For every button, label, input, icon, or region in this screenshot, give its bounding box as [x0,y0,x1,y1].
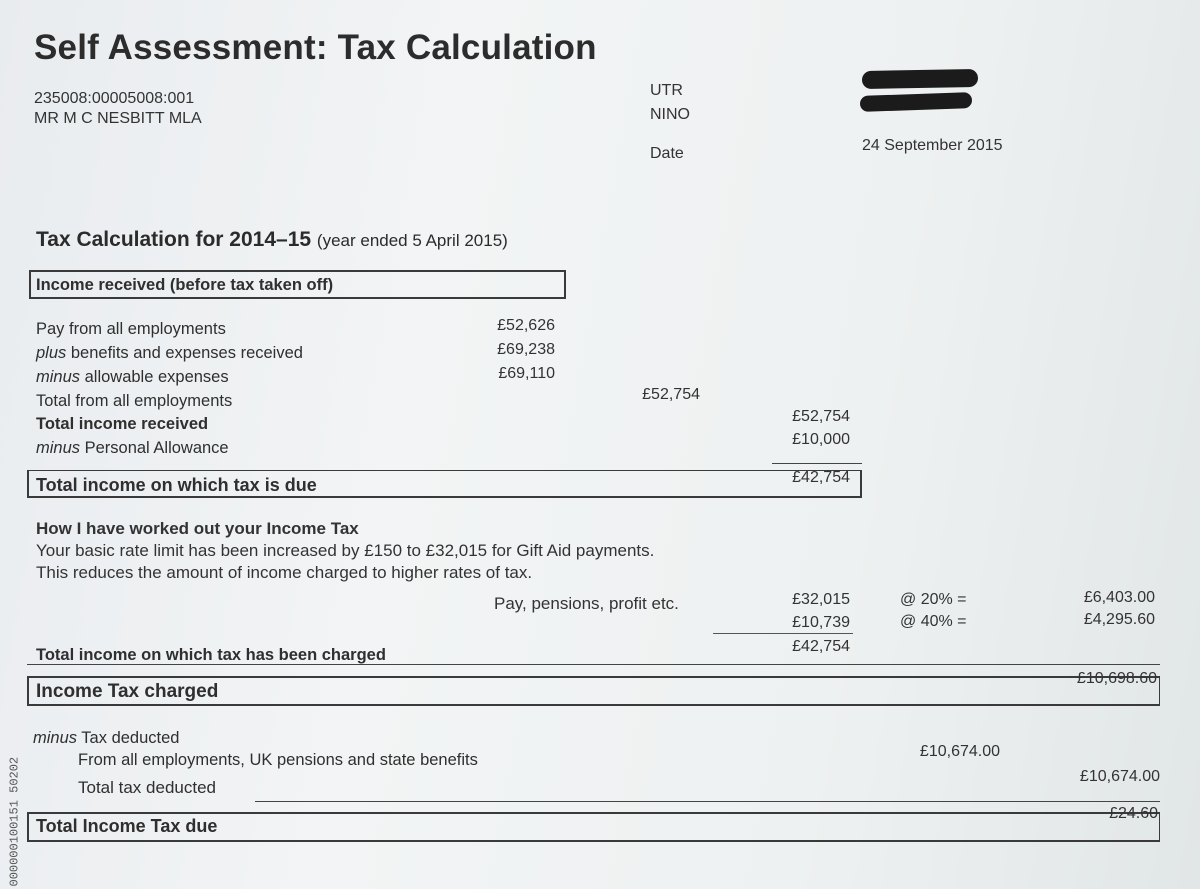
income-tax-charged-label: Income Tax charged [36,681,219,702]
how-heading: How I have worked out your Income Tax [36,519,359,538]
deducted-heading [33,729,179,748]
charged-rule [27,664,1160,665]
expenses-prefix: minus [36,368,81,386]
expenses-row [36,368,229,387]
section-title [36,228,508,252]
total-employment-value: £52,754 [642,386,700,403]
deducted-label: Tax deducted [77,729,180,747]
utr-redaction [862,69,978,89]
total-income-label: Total income received [36,415,209,433]
utr-label: UTR [650,82,683,99]
tax-due-value: £24.60 [1109,805,1158,822]
edge-reference-strip [0,660,22,889]
pay-value: £52,626 [497,317,555,334]
higher-tax: £4,295.60 [1083,611,1155,628]
expenses-value: £69,110 [498,365,555,382]
basic-tax: £6,403.00 [1083,589,1155,606]
allowance-prefix: minus [36,439,81,457]
total-income-value: £52,754 [792,408,850,425]
allowance-row [36,439,229,458]
income-header: Income received (before tax taken off) [36,276,334,294]
higher-band-amount: £10,739 [792,614,850,631]
deducted-prefix: minus [33,729,78,747]
section-title-text: Tax Calculation for 2014–15 [36,228,312,251]
bands-label: Pay, pensions, profit etc. [494,594,679,613]
expenses-label: allowable expenses [80,368,229,386]
taxable-label: Total income on which tax is due [36,475,317,495]
pay-label: Pay from all employments [36,320,226,338]
total-deducted-value: £10,674.00 [1079,768,1160,785]
benefits-label: benefits and expenses received [66,344,303,362]
deducted-from-value: £10,674.00 [919,743,1000,760]
date-value: 24 September 2015 [862,137,1003,154]
total-employment-label: Total from all employments [36,392,233,410]
benefits-value: £69,238 [497,341,555,358]
edge-reference-number: 000000100151 50202 [7,756,22,887]
allowance-value: £10,000 [792,431,850,448]
how-line-1: Your basic rate limit has been increased by £150 to £32,015 for Gift Aid payments. [36,541,655,560]
tax-due-label: Total Income Tax due [36,816,218,836]
nino-label: NINO [650,106,690,123]
deducted-rule [255,801,1160,802]
higher-rate: @ 40% = [900,613,967,630]
total-deducted-label: Total tax deducted [78,778,216,797]
allowance-label: Personal Allowance [80,439,229,457]
basic-rate: @ 20% = [900,591,967,608]
benefits-row [36,344,303,363]
bands-total-amount: £42,754 [792,638,850,655]
basic-band-amount: £32,015 [792,591,850,608]
nino-redaction [860,92,972,112]
bands-rule [713,633,853,634]
document-title: Self Assessment: Tax Calculation [34,28,597,67]
charged-income-label: Total income on which tax has been charged [36,646,386,664]
taxable-value: £42,754 [792,469,850,486]
taxable-rule [772,463,862,464]
how-line-2: This reduces the amount of income charged to higher rates of tax. [36,563,533,582]
income-tax-charged-value: £10,698.60 [1076,670,1157,687]
section-subtitle: (year ended 5 April 2015) [316,231,508,250]
benefits-prefix: plus [36,344,67,362]
taxpayer-name: MR M C NESBITT MLA [34,110,202,127]
deducted-from-label: From all employments, UK pensions and state benefits [78,751,478,769]
date-label: Date [650,145,684,162]
reference-number: 235008:00005008:001 [34,90,195,107]
